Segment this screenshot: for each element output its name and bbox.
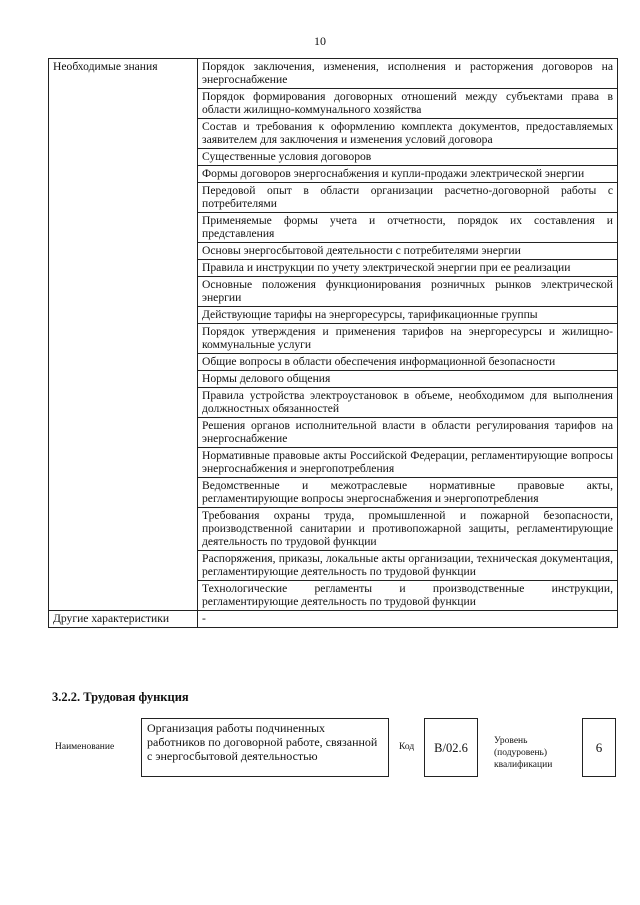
knowledge-item: Требования охраны труда, промышленной и пожарной безопасности, производственной санитарии и противопожарной защиты, регламентирующие деятельность по трудовой функции [198, 508, 618, 551]
knowledge-item: Основные положения функционирования розничных рынков электрической энергии [198, 277, 618, 307]
other-value: - [198, 611, 618, 628]
knowledge-row [49, 59, 618, 89]
level-box: 6 [582, 718, 616, 777]
section-heading: 3.2.2. Трудовая функция [52, 690, 189, 704]
knowledge-item: Нормы делового общения [198, 371, 618, 388]
other-row [49, 611, 618, 628]
knowledge-heading: Необходимые знания [49, 59, 198, 611]
knowledge-item: Передовой опыт в области организации расчетно-договорной работы с потребителями [198, 183, 618, 213]
knowledge-item: Существенные условия договоров [198, 149, 618, 166]
function-name-box: Организация работы подчиненных работников по договорной работе, связанной с энергосбытовой деятельностью [141, 718, 389, 777]
knowledge-item: Ведомственные и межотраслевые нормативные правовые акты, регламентирующие вопросы энергоснабжения и энергопотребления [198, 478, 618, 508]
level-label: Уровень (подуровень) квалификации [494, 736, 553, 770]
knowledge-item: Нормативные правовые акты Российской Федерации, регламентирующие вопросы энергоснабжения и энергопотребления [198, 448, 618, 478]
knowledge-item: Правила и инструкции по учету электрической энергии при ее реализации [198, 260, 618, 277]
knowledge-item: Порядок утверждения и применения тарифов на энергоресурсы и жилищно-коммунальные услуги [198, 324, 618, 354]
knowledge-item: Технологические регламенты и производственные инструкции, регламентирующие деятельность по трудовой функции [198, 581, 618, 611]
code-box: B/02.6 [424, 718, 478, 777]
knowledge-item: Основы энергосбытовой деятельности с потребителями энергии [198, 243, 618, 260]
name-label: Наименование [55, 742, 115, 752]
other-heading: Другие характеристики [49, 611, 198, 628]
knowledge-item: Порядок заключения, изменения, исполнения и расторжения договоров на энергоснабжение [198, 59, 618, 89]
knowledge-item: Решения органов исполнительной власти в области регулирования тарифов на энергоснабжение [198, 418, 618, 448]
knowledge-item: Состав и требования к оформлению комплекта документов, предоставляемых заявителем для заключения и изменения условий договора [198, 119, 618, 149]
code-label: Код [399, 742, 415, 752]
page-number: 10 [314, 34, 326, 48]
knowledge-item: Общие вопросы в области обеспечения информационной безопасности [198, 354, 618, 371]
knowledge-item: Применяемые формы учета и отчетности, порядок их составления и представления [198, 213, 618, 243]
knowledge-item: Порядок формирования договорных отношений между субъектами права в области жилищно-коммунального хозяйства [198, 89, 618, 119]
knowledge-item: Распоряжения, приказы, локальные акты организации, техническая документация, регламентирующие деятельность по трудовой функции [198, 551, 618, 581]
knowledge-item: Действующие тарифы на энергоресурсы, тарификационные группы [198, 307, 618, 324]
knowledge-item: Формы договоров энергоснабжения и купли-продажи электрической энергии [198, 166, 618, 183]
knowledge-item: Правила устройства электроустановок в объеме, необходимом для выполнения должностных обязанностей [198, 388, 618, 418]
requirements-table [48, 58, 618, 628]
